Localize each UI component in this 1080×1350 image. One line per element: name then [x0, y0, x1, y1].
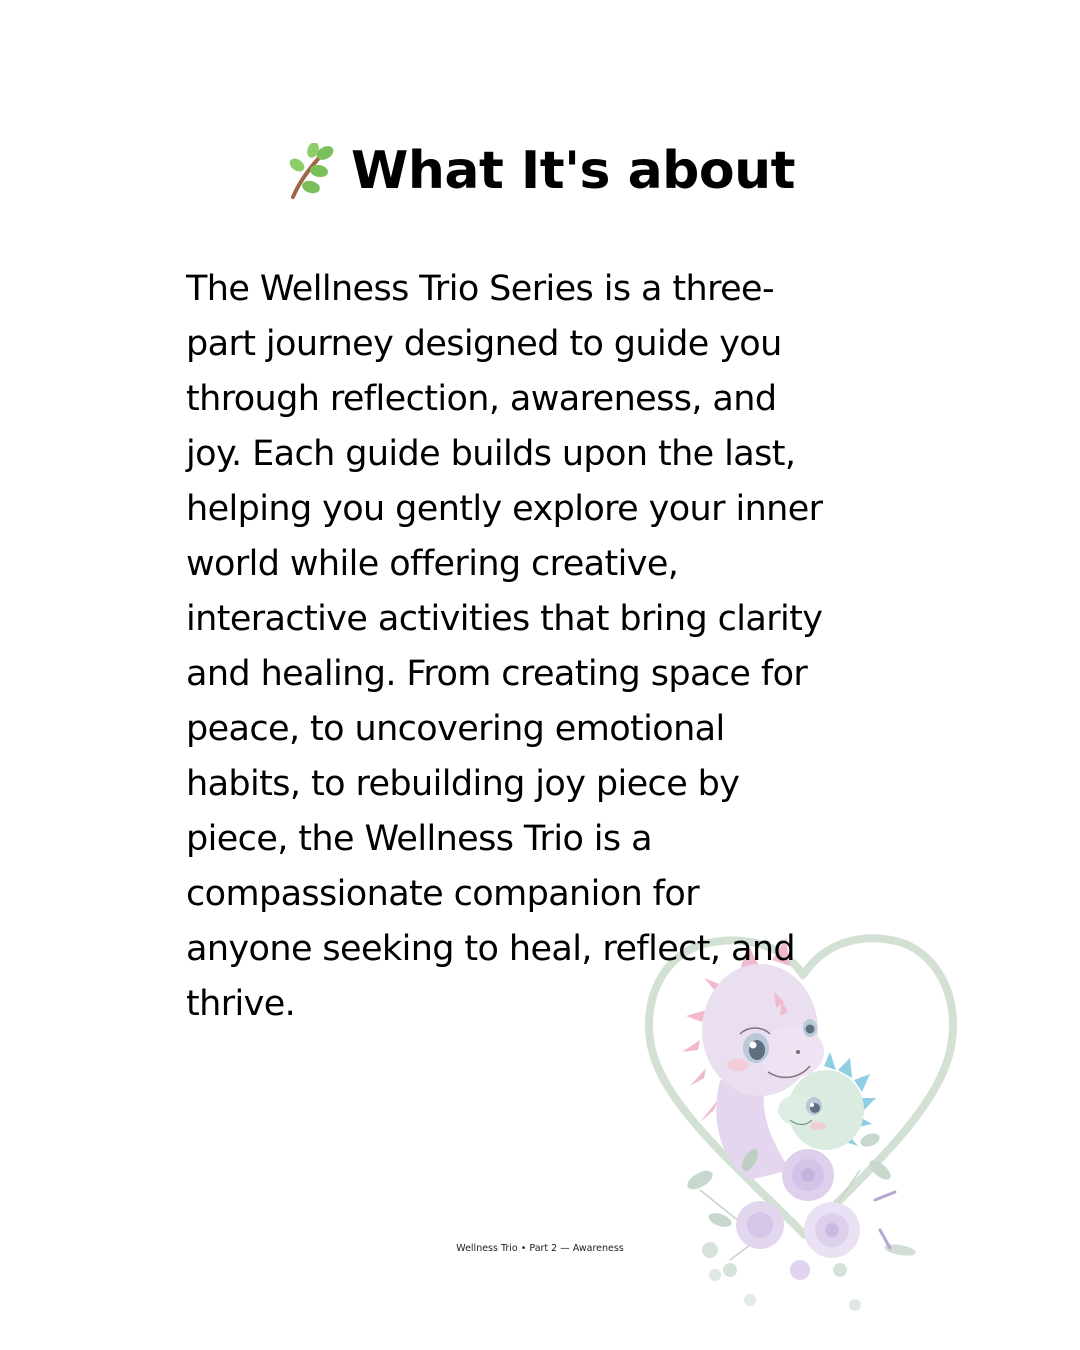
- body-line: joy. Each guide builds upon the last,: [186, 434, 796, 474]
- page-title: What It's about: [350, 141, 796, 201]
- body-line: anyone seeking to heal, reflect, and: [186, 929, 796, 969]
- body-paragraph: [186, 262, 906, 1032]
- body-line: habits, to rebuilding joy piece by: [186, 764, 740, 804]
- leafy-branch-icon: [285, 143, 337, 199]
- body-line: interactive activities that bring clarity: [186, 599, 823, 639]
- page-footer: Wellness Trio • Part 2 — Awareness: [456, 1243, 624, 1254]
- body-line: The Wellness Trio Series is a three-: [186, 269, 774, 309]
- body-line: part journey designed to guide you: [186, 324, 782, 364]
- body-line: helping you gently explore your inner: [186, 489, 823, 529]
- body-line: peace, to uncovering emotional: [186, 709, 725, 749]
- body-line: thrive.: [186, 984, 296, 1024]
- body-line: compassionate companion for: [186, 874, 700, 914]
- body-line: piece, the Wellness Trio is a: [186, 819, 652, 859]
- body-line: world while offering creative,: [186, 544, 679, 584]
- body-line: through reflection, awareness, and: [186, 379, 777, 419]
- title-row: [0, 135, 1080, 207]
- body-line: and healing. From creating space for: [186, 654, 808, 694]
